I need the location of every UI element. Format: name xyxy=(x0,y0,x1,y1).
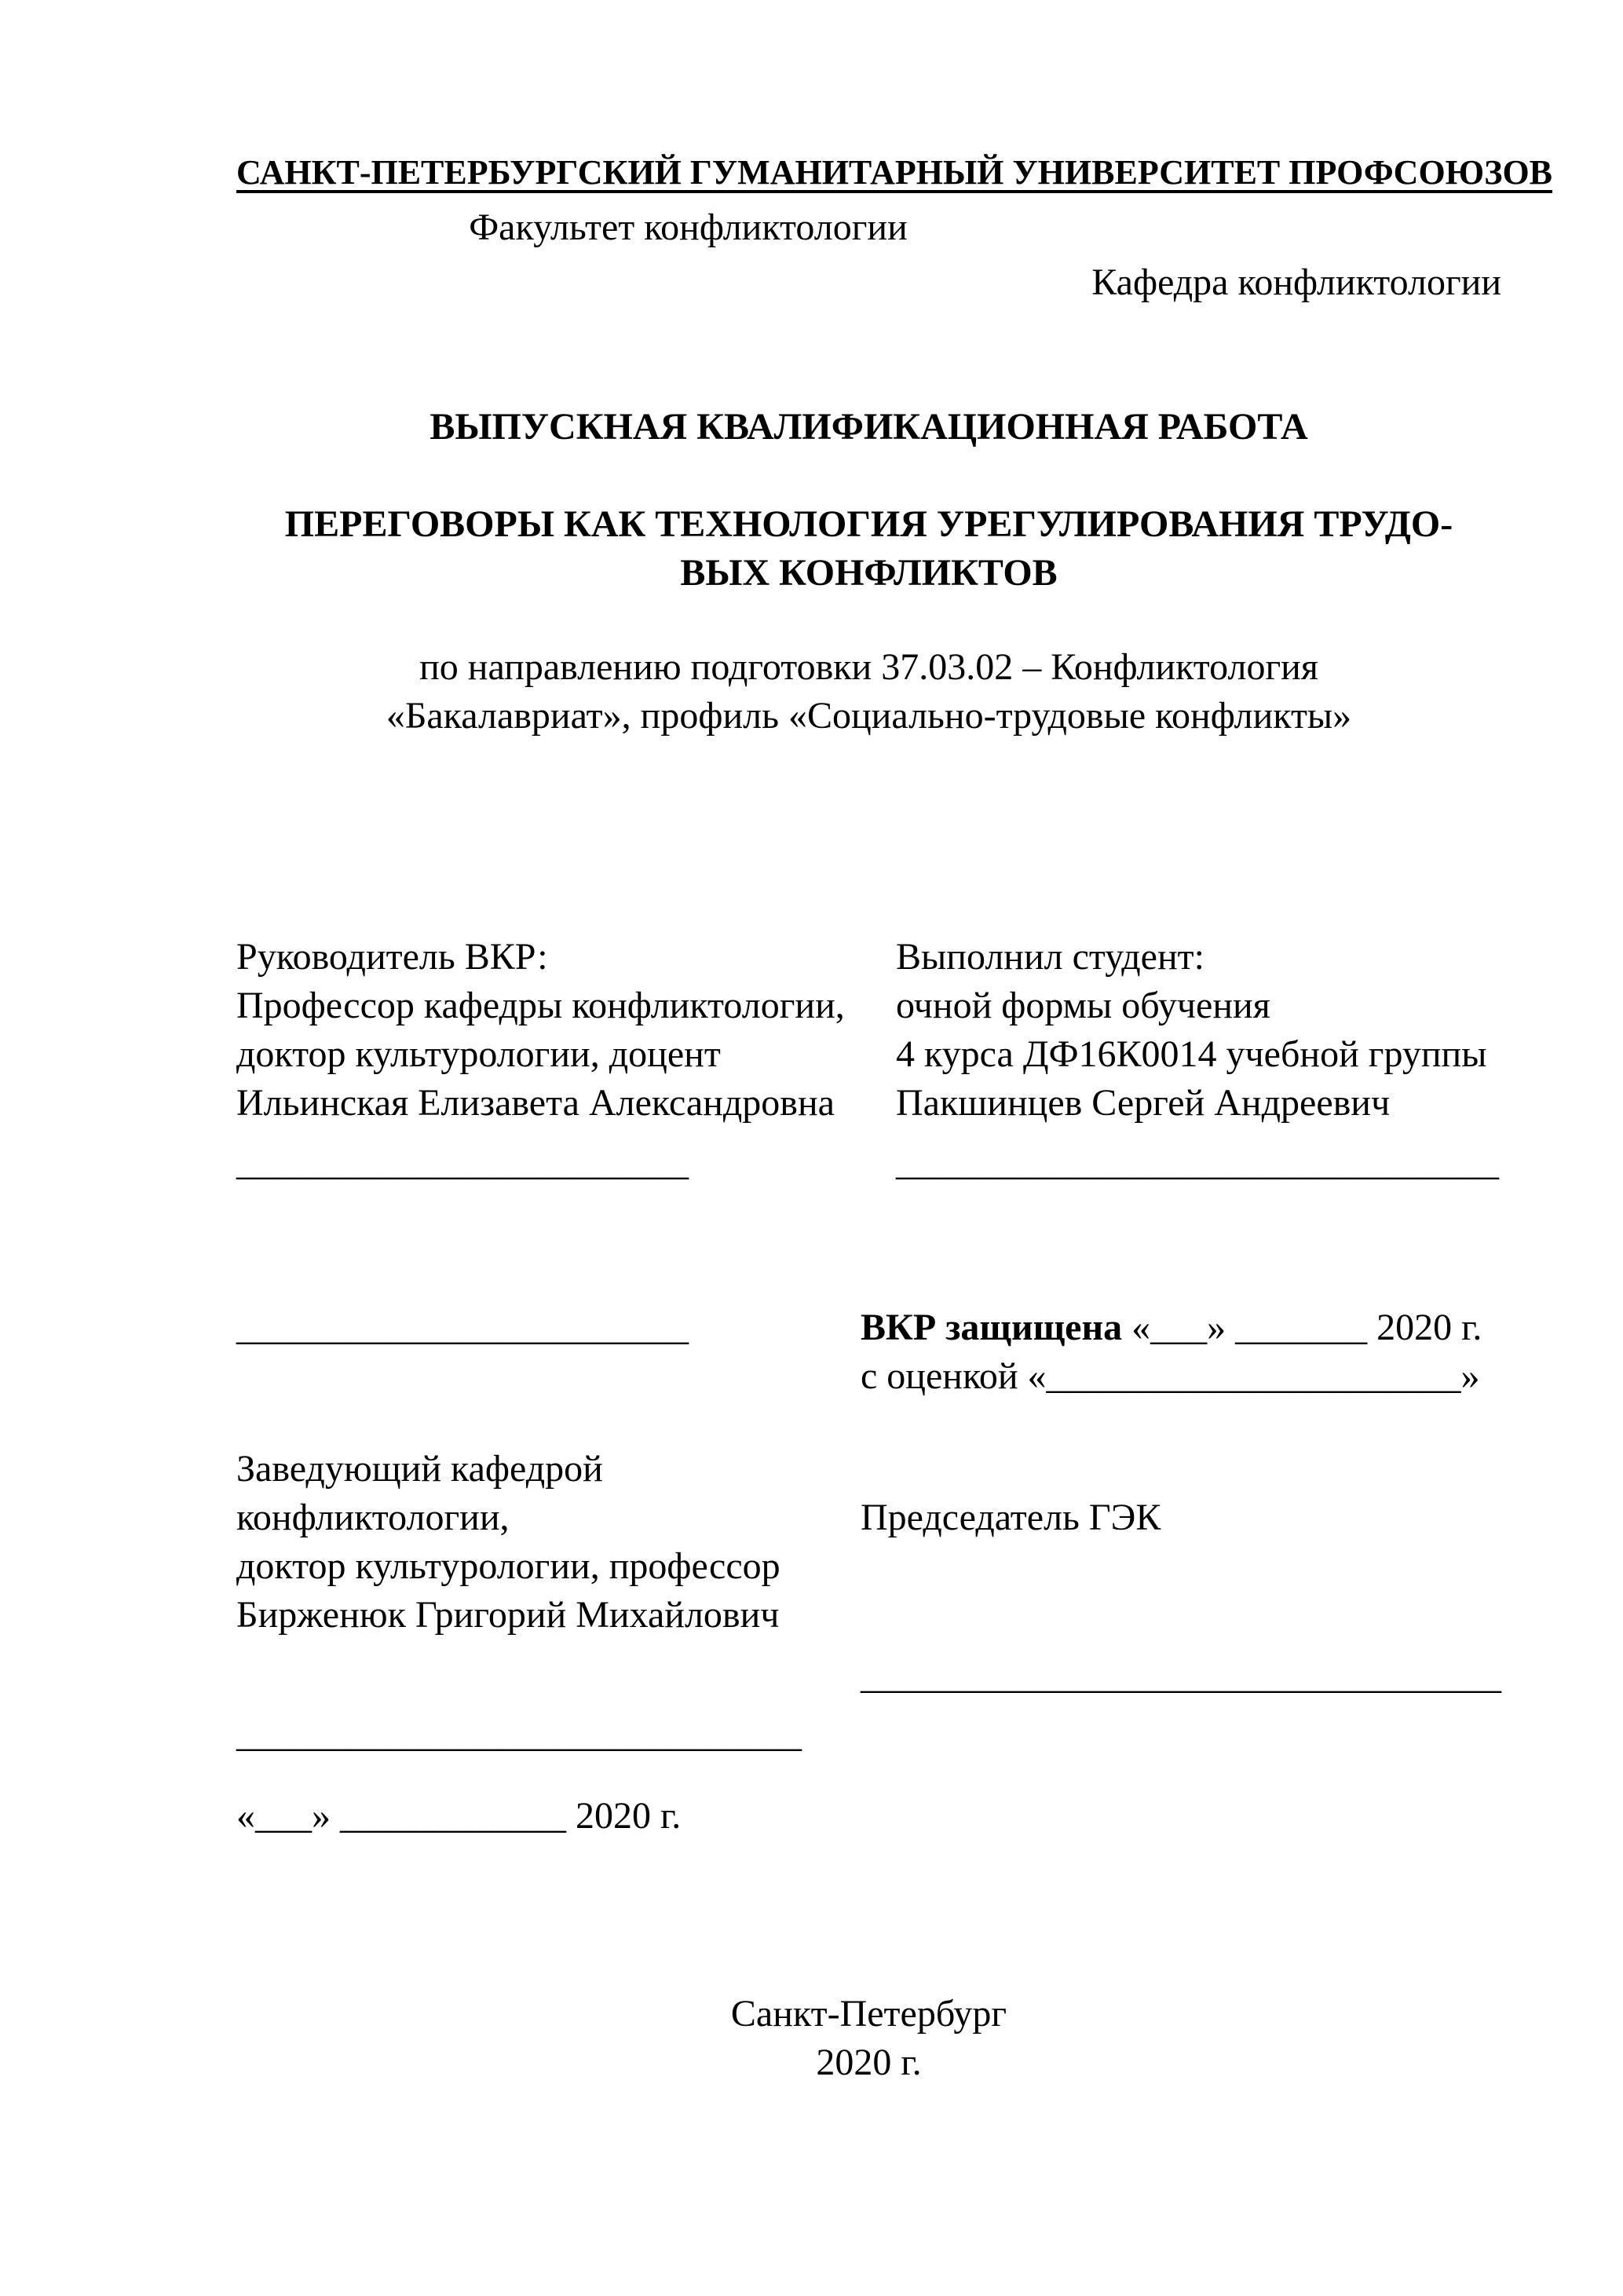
student-name: Пакшинцев Сергей Андреевич xyxy=(896,1082,1391,1124)
chairman-signature-line: __________________________________ xyxy=(861,1655,1501,1697)
university-name: САНКТ-ПЕТЕРБУРГСКИЙ ГУМАНИТАРНЫЙ УНИВЕРСИТЕТ ПРОФСОЮЗОВ xyxy=(236,153,1553,192)
student-block xyxy=(896,933,1501,1187)
supervisor-name: Ильинская Елизавета Александровна xyxy=(236,1082,835,1124)
chairman-block xyxy=(861,1445,1501,1701)
supervisor-position-line2: доктор культурологии, доцент xyxy=(236,1033,721,1075)
defense-left-block xyxy=(236,1303,861,1352)
program-info xyxy=(236,643,1501,740)
program-direction: по направлению подготовки 37.03.02 – Конфликтология xyxy=(419,646,1318,688)
defense-right-block xyxy=(861,1303,1501,1401)
head-signature-line: ______________________________ xyxy=(236,1713,802,1755)
student-label: Выполнил студент: xyxy=(896,936,1204,978)
thesis-title-line1: ПЕРЕГОВОРЫ КАК ТЕХНОЛОГИЯ УРЕГУЛИРОВАНИЯ ТРУДО- xyxy=(284,503,1453,545)
student-form-line: очной формы обучения xyxy=(896,985,1270,1026)
work-type-heading: ВЫПУСКНАЯ КВАЛИФИКАЦИОННАЯ РАБОТА xyxy=(430,406,1308,448)
document-header xyxy=(236,145,1553,310)
student-signature-line: ________________________________ xyxy=(896,1142,1499,1183)
department-name: Кафедра конфликтологии xyxy=(1091,261,1501,303)
faculty-name: Факультет конфликтологии xyxy=(469,207,908,248)
footer xyxy=(236,1990,1501,2087)
approval-date-line: «___» ____________ 2020 г. xyxy=(236,1795,682,1837)
defense-defended-label: ВКР защищена xyxy=(861,1307,1123,1348)
supervisor-signature-line: ________________________ xyxy=(236,1142,689,1183)
head-name: Бирженюк Григорий Михайлович xyxy=(236,1594,780,1636)
defense-date-line xyxy=(861,1303,1501,1352)
program-profile: «Бакалавриат», профиль «Социально-трудовые конфликты» xyxy=(386,695,1352,737)
chairman-label: Председатель ГЭК xyxy=(861,1497,1161,1538)
supervisor-position-line1: Профессор кафедры конфликтологии, xyxy=(236,985,845,1026)
head-of-department-block xyxy=(236,1445,861,1759)
head-position-line3: доктор культурологии, профессор xyxy=(236,1545,780,1587)
head-position-line1: Заведующий кафедрой xyxy=(236,1448,603,1490)
defense-left-signature-line: ________________________ xyxy=(236,1307,689,1348)
supervisor-student-section xyxy=(236,933,1501,1187)
defense-grade-line: с оценкой «______________________» xyxy=(861,1355,1480,1397)
student-group-line: 4 курса ДФ16К0014 учебной группы xyxy=(896,1033,1487,1075)
head-position-line2: конфликтологии, xyxy=(236,1497,510,1538)
footer-year: 2020 г. xyxy=(816,2042,922,2083)
supervisor-block xyxy=(236,933,896,1187)
thesis-title-line2: ВЫХ КОНФЛИКТОВ xyxy=(680,552,1058,594)
defense-section xyxy=(236,1303,1501,1401)
footer-city: Санкт-Петербург xyxy=(730,1993,1007,2035)
supervisor-label: Руководитель ВКР: xyxy=(236,936,548,978)
head-chairman-section xyxy=(236,1445,1501,1759)
thesis-title xyxy=(236,500,1501,598)
defense-defended-rest: «___» _______ 2020 г. xyxy=(1131,1307,1482,1348)
